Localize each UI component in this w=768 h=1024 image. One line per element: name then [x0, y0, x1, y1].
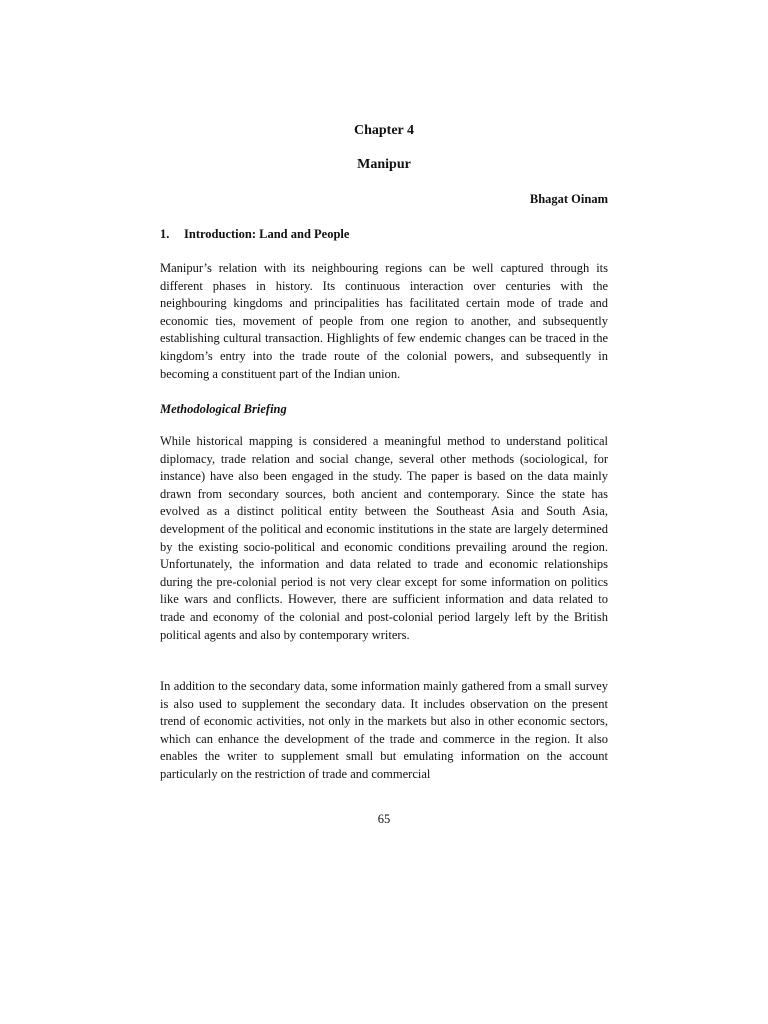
intro-paragraph: Manipur’s relation with its neighbouring regions can be well captured through its different phases in history. Its continuous interaction over centuries with the neighbouring kingdoms and principalities has facilitated certain mode of trade and economic ties, movement of people from one region to another, and subsequently establishing cultural transaction. Highlights of few endemic changes can be traced in the kingdom’s entry into the trade route of the colonial powers, and subsequently in becoming a constituent part of the Indian union.: [160, 261, 608, 381]
section-number: 1.: [160, 227, 170, 241]
chapter-label: Chapter 4: [353, 123, 415, 138]
section-title: Introduction: Land and People: [184, 227, 350, 241]
section-heading: [160, 226, 349, 242]
page-number: 65: [377, 812, 391, 826]
secondary-data-paragraph: In addition to the secondary data, some information mainly gathered from a small survey is also used to supplement the secondary data. It includes observation on the present trend of economic activities, not only in the markets but also in other economic sectors, which can enhance the development of the trade and commerce in the region. It also enables the writer to supplement small but emulating information on the account particularly on the restriction of trade and commercial: [160, 679, 608, 781]
methodology-subheading: Methodological Briefing: [160, 402, 287, 416]
methodology-paragraph: While historical mapping is considered a meaningful method to understand political diplomacy, trade relation and social change, several other methods (sociological, for instance) have also been engaged in the study. The paper is based on the data mainly drawn from secondary sources, both ancient and contemporary. Since the state has evolved as a distinct political entity between the Southeast Asia and South Asia, development of the political and economic institutions in the state are largely determined by the existing socio-political and economic conditions prevailing around the region. Unfortunately, the information and data related to trade and economic relationships during the pre-colonial period is not very clear except for some information on politics like wars and conflicts. However, there are sufficient information and data related to trade and economy of the colonial and post-colonial period largely left by the British political agents and also by contemporary writers.: [160, 434, 608, 642]
chapter-title: Manipur: [357, 157, 411, 172]
author-name: Bhagat Oinam: [529, 192, 608, 206]
